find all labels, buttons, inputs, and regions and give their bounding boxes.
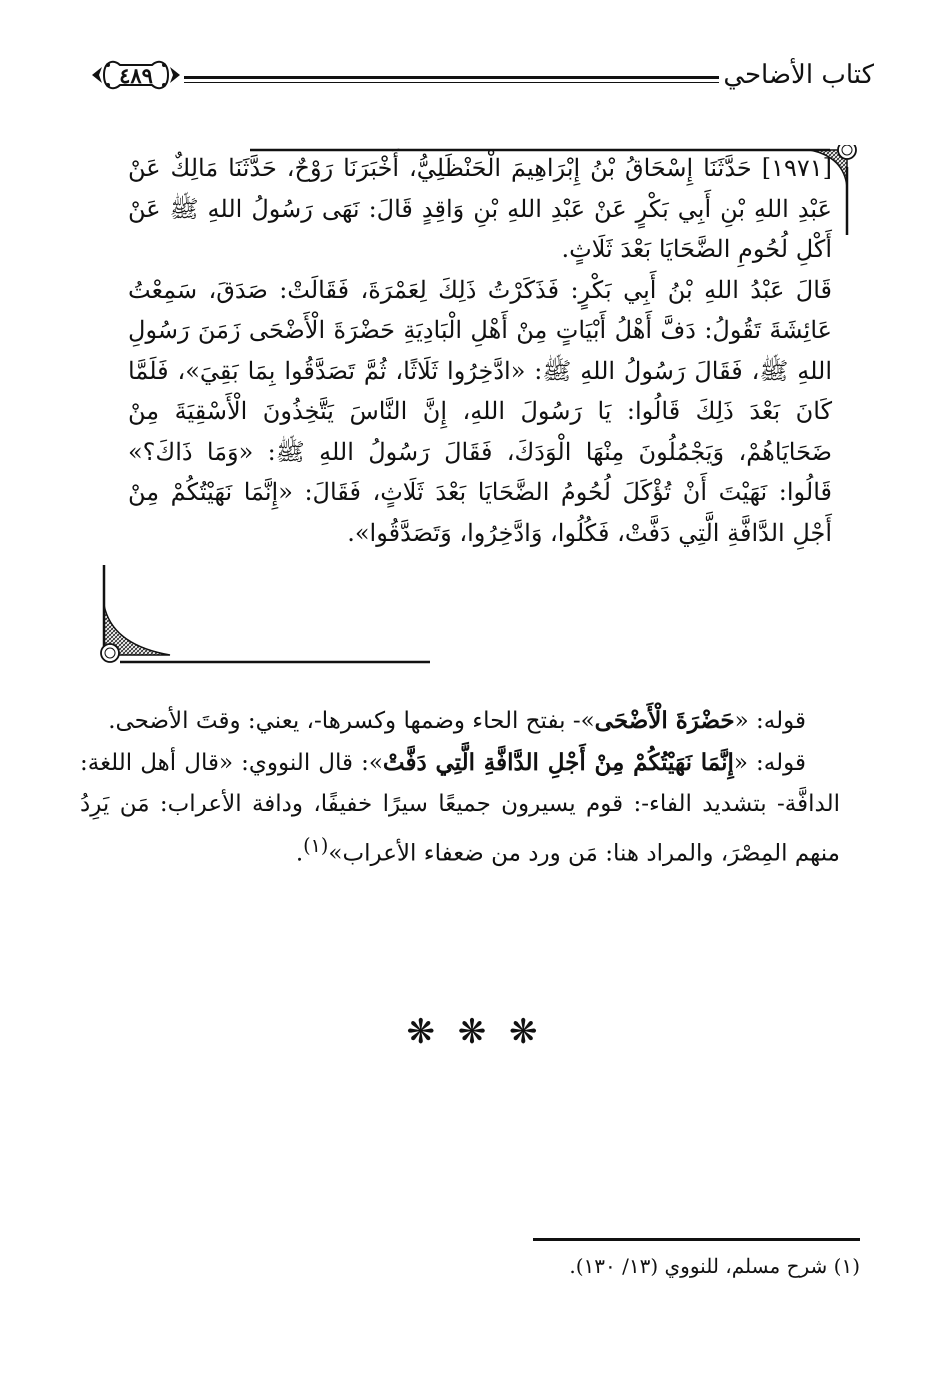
- hadith-isnad-paragraph: [١٩٧١] حَدَّثَنَا إِسْحَاقُ بْنُ إِبْرَاهِيمَ الْحَنْظَلِيُّ، أَخْبَرَنَا رَوْحٌ، حَدَّثَنَا مَالِكٌ عَنْ عَبْدِ اللهِ بْنِ أَبِي بَكْرٍ عَنْ عَبْدِ اللهِ بْنِ وَاقِدٍ قَالَ: نَهَى رَسُولُ اللهِ ﷺ عَنْ أَكْلِ لُحُومِ الضَّحَايَا بَعْدَ ثَلَاثٍ.: [128, 154, 832, 263]
- commentary-period: .: [295, 840, 304, 867]
- commentary-prefix: قوله: «: [734, 708, 806, 734]
- commentary-paragraph: [80, 742, 840, 875]
- commentary-paragraph: [80, 700, 840, 742]
- section-divider-ornament: ❋ ❋ ❋: [406, 1012, 544, 1052]
- page-number: ٤٨٩: [119, 63, 153, 88]
- commentary-explanation: »- بفتح الحاء وضمها وكسرها-، يعني: وقتَ الأضحى.: [108, 708, 595, 734]
- commentary: [80, 700, 840, 875]
- footnote: (١) شرح مسلم، للنووي (١٣/ ١٣٠).: [569, 1254, 860, 1278]
- hadith-narration-paragraph: قَالَ عَبْدُ اللهِ بْنُ أَبِي بَكْرٍ: فَذَكَرْتُ ذَلِكَ لِعَمْرَةَ، فَقَالَتْ: صَدَقَ، سَمِعْتُ عَائِشَةَ تَقُولُ: دَفَّ أَهْلُ أَبْيَاتٍ مِنْ أَهْلِ الْبَادِيَةِ حَضْرَةَ الْأَضْحَى زَمَنَ رَسُولِ اللهِ ﷺ، فَقَالَ رَسُولُ اللهِ ﷺ: «ادَّخِرُوا ثَلَاثًا، ثُمَّ تَصَدَّقُوا بِمَا بَقِيَ»، فَلَمَّا كَانَ بَعْدَ ذَلِكَ قَالُوا: يَا رَسُولَ اللهِ، إِنَّ النَّاسَ يَتَّخِذُونَ الْأَسْقِيَةَ مِنْ ضَحَايَاهُمْ، وَيَجْمُلُونَ مِنْهَا الْوَدَكَ، فَقَالَ رَسُولُ اللهِ ﷺ: «وَمَا ذَاكَ؟» قَالُوا: نَهَيْتَ أَنْ تُؤْكَلَ لُحُومُ الضَّحَايَا بَعْدَ ثَلَاثٍ، فَقَالَ: «إِنَّمَا نَهَيْتُكُمْ مِنْ أَجْلِ الدَّافَّةِ الَّتِي دَفَّتْ، فَكُلُوا، وَادَّخِرُوا، وَتَصَدَّقُوا».: [128, 275, 832, 547]
- commentary-term: حَضْرَةَ الْأَضْحَى: [594, 707, 735, 734]
- commentary-explanation: »: قال النووي: «قال أهل اللغة: الدافَّة- بتشديد الفاء-: قوم يسيرون جميعًا سيرًا خفيفًا، ودافة الأعراب: مَن يَرِدُ منهم المِصْرَ، والمراد هنا: مَن ورد من ضعفاء الأعراب»: [80, 750, 840, 867]
- page-header: [84, 52, 874, 102]
- book-title: كتاب الأضاحي: [723, 60, 874, 90]
- footnote-divider: [533, 1238, 860, 1241]
- footnote-marker[interactable]: (١): [303, 834, 329, 857]
- commentary-prefix: قوله: «: [733, 750, 806, 776]
- hadith-text: [128, 148, 832, 553]
- page-number-badge: [90, 57, 182, 93]
- commentary-term: إِنَّمَا نَهَيْتُكُمْ مِنْ أَجْلِ الدَّافَّةِ الَّتِي دَفَّتْ: [382, 749, 734, 776]
- header-rule: [184, 76, 719, 83]
